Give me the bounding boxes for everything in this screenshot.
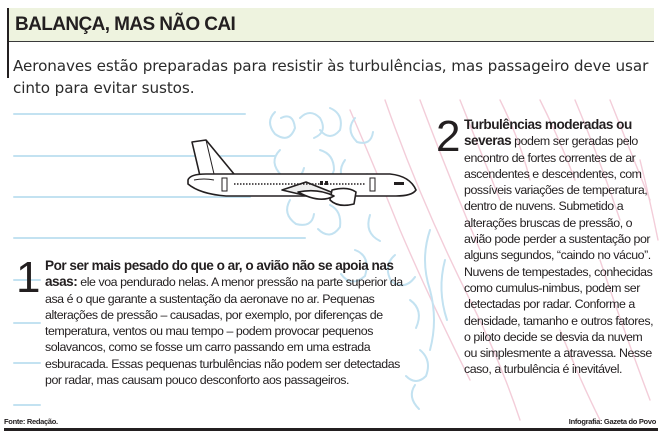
section-text — [436, 112, 658, 378]
section-lead: Turbulências moderadas ou severas — [464, 117, 632, 149]
airplane-icon — [186, 138, 418, 210]
section-body: podem ser geradas pelo encontro de fortes correntes de ar ascendentes e descendentes, com possíveis variações de temperatura, dentro de nuvens. Submetido a alterações bruscas de pressão, o avião pode perder a sustentação por alguns segundos, “caindo no vácuo”. Nuvens de tempestades, conhecidas como cumulus-nimbus, podem ser detectadas por radar. Conforme a densidade, tamanho e outros fatores, o piloto decide se desvia da nuvem ou simplesmente a atravessa. Nesse caso, a turbulência é inevitável. — [464, 134, 654, 377]
subtitle: Aeronaves estão preparadas para resistir às turbulências, mas passageiro deve usar cinto para evitar sustos. — [13, 57, 649, 97]
source-note: Fonte: Redação. — [4, 417, 58, 426]
section-body: ele voa pendurado nelas. A menor pressão na parte superior da asa é o que garante a sustentação da aeronave no ar. Pequenas alterações de pressão – causadas, por exemplo, por diferenças de temperatura, ventos ou mau tempo – podem provocar pequenos solavancos, como se fosse um carro passando em uma estrada esburacada. Essas pequenas turbulências não podem ser detectadas por radar, mas causam pouco desconforto aos passageiros. — [45, 275, 403, 388]
section-2 — [436, 112, 658, 378]
title-bar — [9, 8, 654, 42]
section-number: 2 — [436, 112, 461, 161]
bottom-rule — [4, 428, 658, 431]
section-lead: Por ser mais pesado do que o ar, o avião não se apoia nas asas: — [45, 258, 394, 290]
page-title: BALANÇA, MAS NÃO CAI — [15, 14, 236, 35]
section-1 — [16, 253, 416, 388]
section-text — [16, 253, 416, 388]
credit-note: Infografia: Gazeta do Povo — [568, 417, 656, 426]
section-number: 1 — [16, 253, 41, 302]
